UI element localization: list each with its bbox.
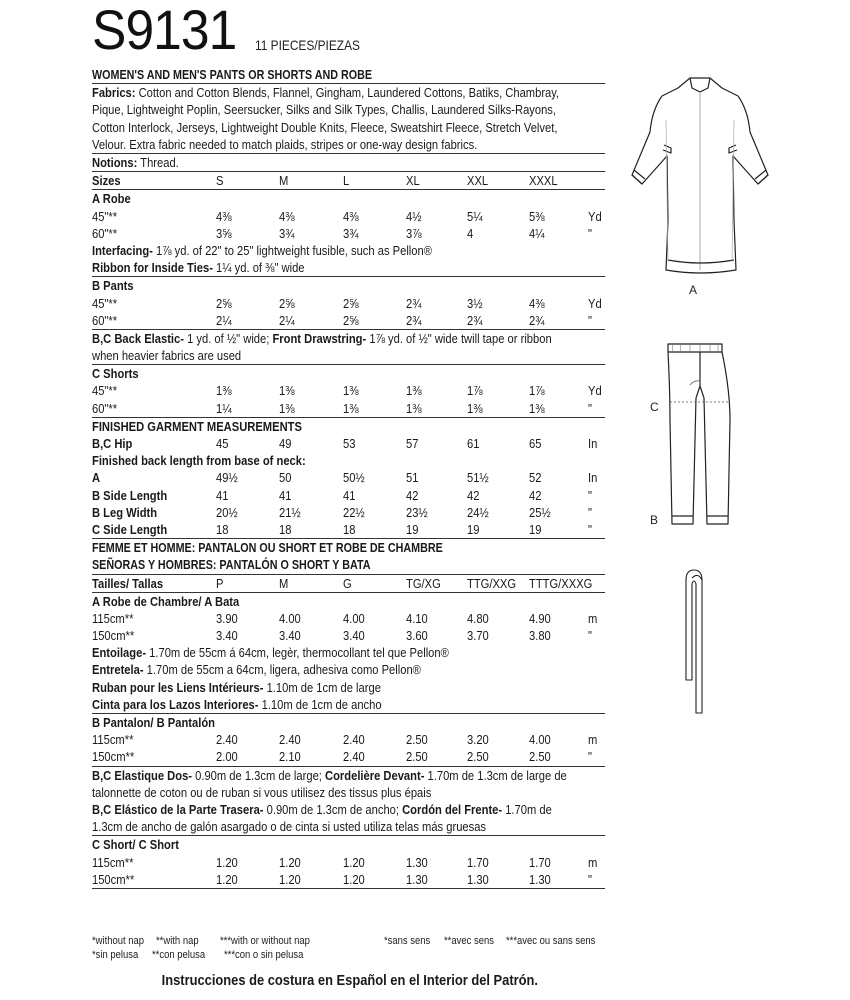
size-col: XXL (467, 173, 489, 189)
size-col: TTG/XXG (467, 575, 517, 591)
robe-section-title: A Robe (92, 191, 131, 207)
table-row: A 49½ 50 50½ 51 51½ 52 In (92, 470, 598, 486)
tie-belt-illustration-icon (684, 568, 714, 718)
notions-label: Notions: (92, 155, 138, 170)
shorts-section-title: C Shorts (92, 366, 139, 382)
ribbon-line: Ribbon for Inside Ties- 1¼ yd. of ⅜" wide (92, 260, 305, 276)
size-col: L (343, 173, 350, 189)
table-row: 45"** 2⅝ 2⅝ 2⅝ 2¾ 3½ 4⅜ Yd (92, 295, 602, 311)
footnote-row-en-fr: *without nap **with nap ***with or without nap *sans sens **avec sens ***avec ou sans sens (92, 935, 596, 947)
pieces-count: 11 PIECES/PIEZAS (255, 37, 360, 53)
french-title: FEMME ET HOMME: PANTALON OU SHORT ET ROBE DE CHAMBRE (92, 541, 443, 556)
size-col: M (279, 173, 289, 189)
size-col: G (343, 575, 352, 591)
entretela-line: Entretela- 1.70m de 55cm a 64cm, ligera, adhesiva como Pellon® (92, 662, 421, 678)
spanish-instructions-note: Instrucciones de costura en Español en el Interior del Patrón. (161, 972, 539, 989)
entoilage-line: Entoilage- 1.70m de 55cm á 64cm, legèr, thermocollant tel que Pellon® (92, 645, 449, 661)
fabrics-text-4: Velour. Extra fabric needed to match plaids, stripes or one-way design fabrics. (92, 136, 478, 152)
fabrics-section (92, 84, 605, 153)
footnote-row-es: *sin pelusa **con pelusa ***con o sin pelusa (92, 949, 304, 961)
fr-elastic-line: B,C Elastique Dos- 0.90m de 1.3cm de large; Cordelière Devant- 1.70m de 1.3cm de large de (92, 767, 567, 783)
footnotes (92, 934, 605, 962)
fabrics-text-2: Pique, Lightweight Poplin, Seersucker, Silks and Silk Types, Challis, Laundered Silks-Rayons, (92, 102, 557, 118)
fabrics-label: Fabrics: (92, 85, 136, 101)
size-col: XL (406, 173, 420, 189)
short-fr-title: C Short/ C Short (92, 837, 179, 853)
size-col: TG/XG (406, 575, 441, 591)
table-row: B Side Length 41 41 41 42 42 42 " (92, 487, 592, 503)
pants-section-title: B Pants (92, 278, 134, 294)
interfacing-line: Interfacing- 1⅞ yd. of 22" to 25" lightweight fusible, such as Pellon® (92, 242, 432, 258)
pants-label: B (650, 513, 659, 527)
notions-text: Thread. (137, 155, 179, 170)
spanish-title: SEÑORAS Y HOMBRES: PANTALÓN O SHORT Y BATA (92, 558, 371, 573)
robe-fr-title: A Robe de Chambre/ A Bata (92, 593, 240, 609)
table-row: 45"** 4⅜ 4⅜ 4⅜ 4½ 5¼ 5⅜ Yd (92, 208, 602, 224)
yardage-chart (92, 66, 605, 889)
robe-label: A (689, 283, 698, 297)
table-row: 115cm** 3.90 4.00 4.00 4.10 4.80 4.90 m (92, 610, 598, 626)
pantalon-title: B Pantalon/ B Pantalón (92, 715, 215, 730)
fr-cord-line-2: talonnette de coton ou de ruban si vous utilisez des tissus plus épais (92, 784, 432, 800)
fabrics-text-1: Cotton and Cotton Blends, Flannel, Gingham, Laundered Cottons, Batiks, Chambray, (135, 85, 560, 101)
size-col: XXXL (529, 173, 558, 189)
size-col: M (279, 575, 289, 591)
table-row: B,C Hip 45 49 53 57 61 65 In (92, 436, 598, 451)
english-title: WOMEN'S AND MEN'S PANTS OR SHORTS AND ROBE (92, 68, 373, 82)
es-cord-line-2: 1.3cm de ancho de galón asargado o de cinta si usted utiliza telas más gruesas (92, 819, 487, 835)
shorts-label: C (650, 400, 659, 414)
tailles-header-row: Tailles/ Tallas P M G TG/XG TTG/XXG TTTG/XXXG (92, 575, 593, 591)
elastic-drawstring-line: B,C Back Elastic- 1 yd. of ½" wide; Front Drawstring- 1⅞ yd. of ½" wide twill tape or ribbon (92, 330, 552, 346)
drawstring-line-2: when heavier fabrics are used (92, 348, 242, 364)
size-col: S (216, 173, 224, 189)
fabrics-text-3: Cotton Interlock, Jerseys, Lightweight Double Knits, Fleece, Sweatshirt Fleece, Stretch Velvet, (92, 119, 558, 135)
table-row: 115cm** 2.40 2.40 2.40 2.50 3.20 4.00 m (92, 732, 598, 748)
measurements-title: FINISHED GARMENT MEASUREMENTS (92, 418, 302, 434)
table-row: 60"** 2¼ 2¼ 2⅝ 2¾ 2¾ 2¾ " (92, 312, 592, 328)
ruban-line: Ruban pour les Liens Intérieurs- 1.10m de 1cm de large (92, 679, 381, 695)
table-row: C Side Length 18 18 18 19 19 19 " (92, 521, 592, 537)
table-row: 60"** 1¼ 1⅜ 1⅜ 1⅜ 1⅜ 1⅜ " (92, 400, 592, 416)
size-col: TTTG/XXXG (529, 575, 593, 591)
table-row: B Leg Width 20½ 21½ 22½ 23½ 24½ 25½ " (92, 504, 592, 520)
pattern-number: S9131 (92, 0, 237, 61)
es-elastic-line: B,C Elástico de la Parte Trasera- 0.90m de 1.3cm de ancho; Cordón del Frente- 1.70m de (92, 801, 552, 817)
notions-line (92, 154, 605, 171)
table-row: 45"** 1⅜ 1⅜ 1⅜ 1⅜ 1⅞ 1⅞ Yd (92, 383, 602, 399)
robe-illustration-icon (630, 70, 770, 280)
sizes-header-row: Sizes S M L XL XXL XXXL (92, 173, 558, 189)
size-col: P (216, 575, 224, 591)
table-row: 60"** 3⅝ 3¾ 3¾ 3⅞ 4 4¼ " (92, 225, 592, 241)
back-length-heading: Finished back length from base of neck: (92, 453, 306, 469)
table-row: 150cm** 1.20 1.20 1.20 1.30 1.30 1.30 " (92, 871, 592, 887)
cinta-line: Cinta para los Lazos Interiores- 1.10m de 1cm de ancho (92, 696, 382, 712)
pants-illustration-icon (660, 340, 740, 530)
table-row: 115cm** 1.20 1.20 1.20 1.30 1.70 1.70 m (92, 854, 598, 870)
table-row: 150cm** 2.00 2.10 2.40 2.50 2.50 2.50 " (92, 749, 592, 765)
table-row: 150cm** 3.40 3.40 3.40 3.60 3.70 3.80 " (92, 628, 592, 644)
